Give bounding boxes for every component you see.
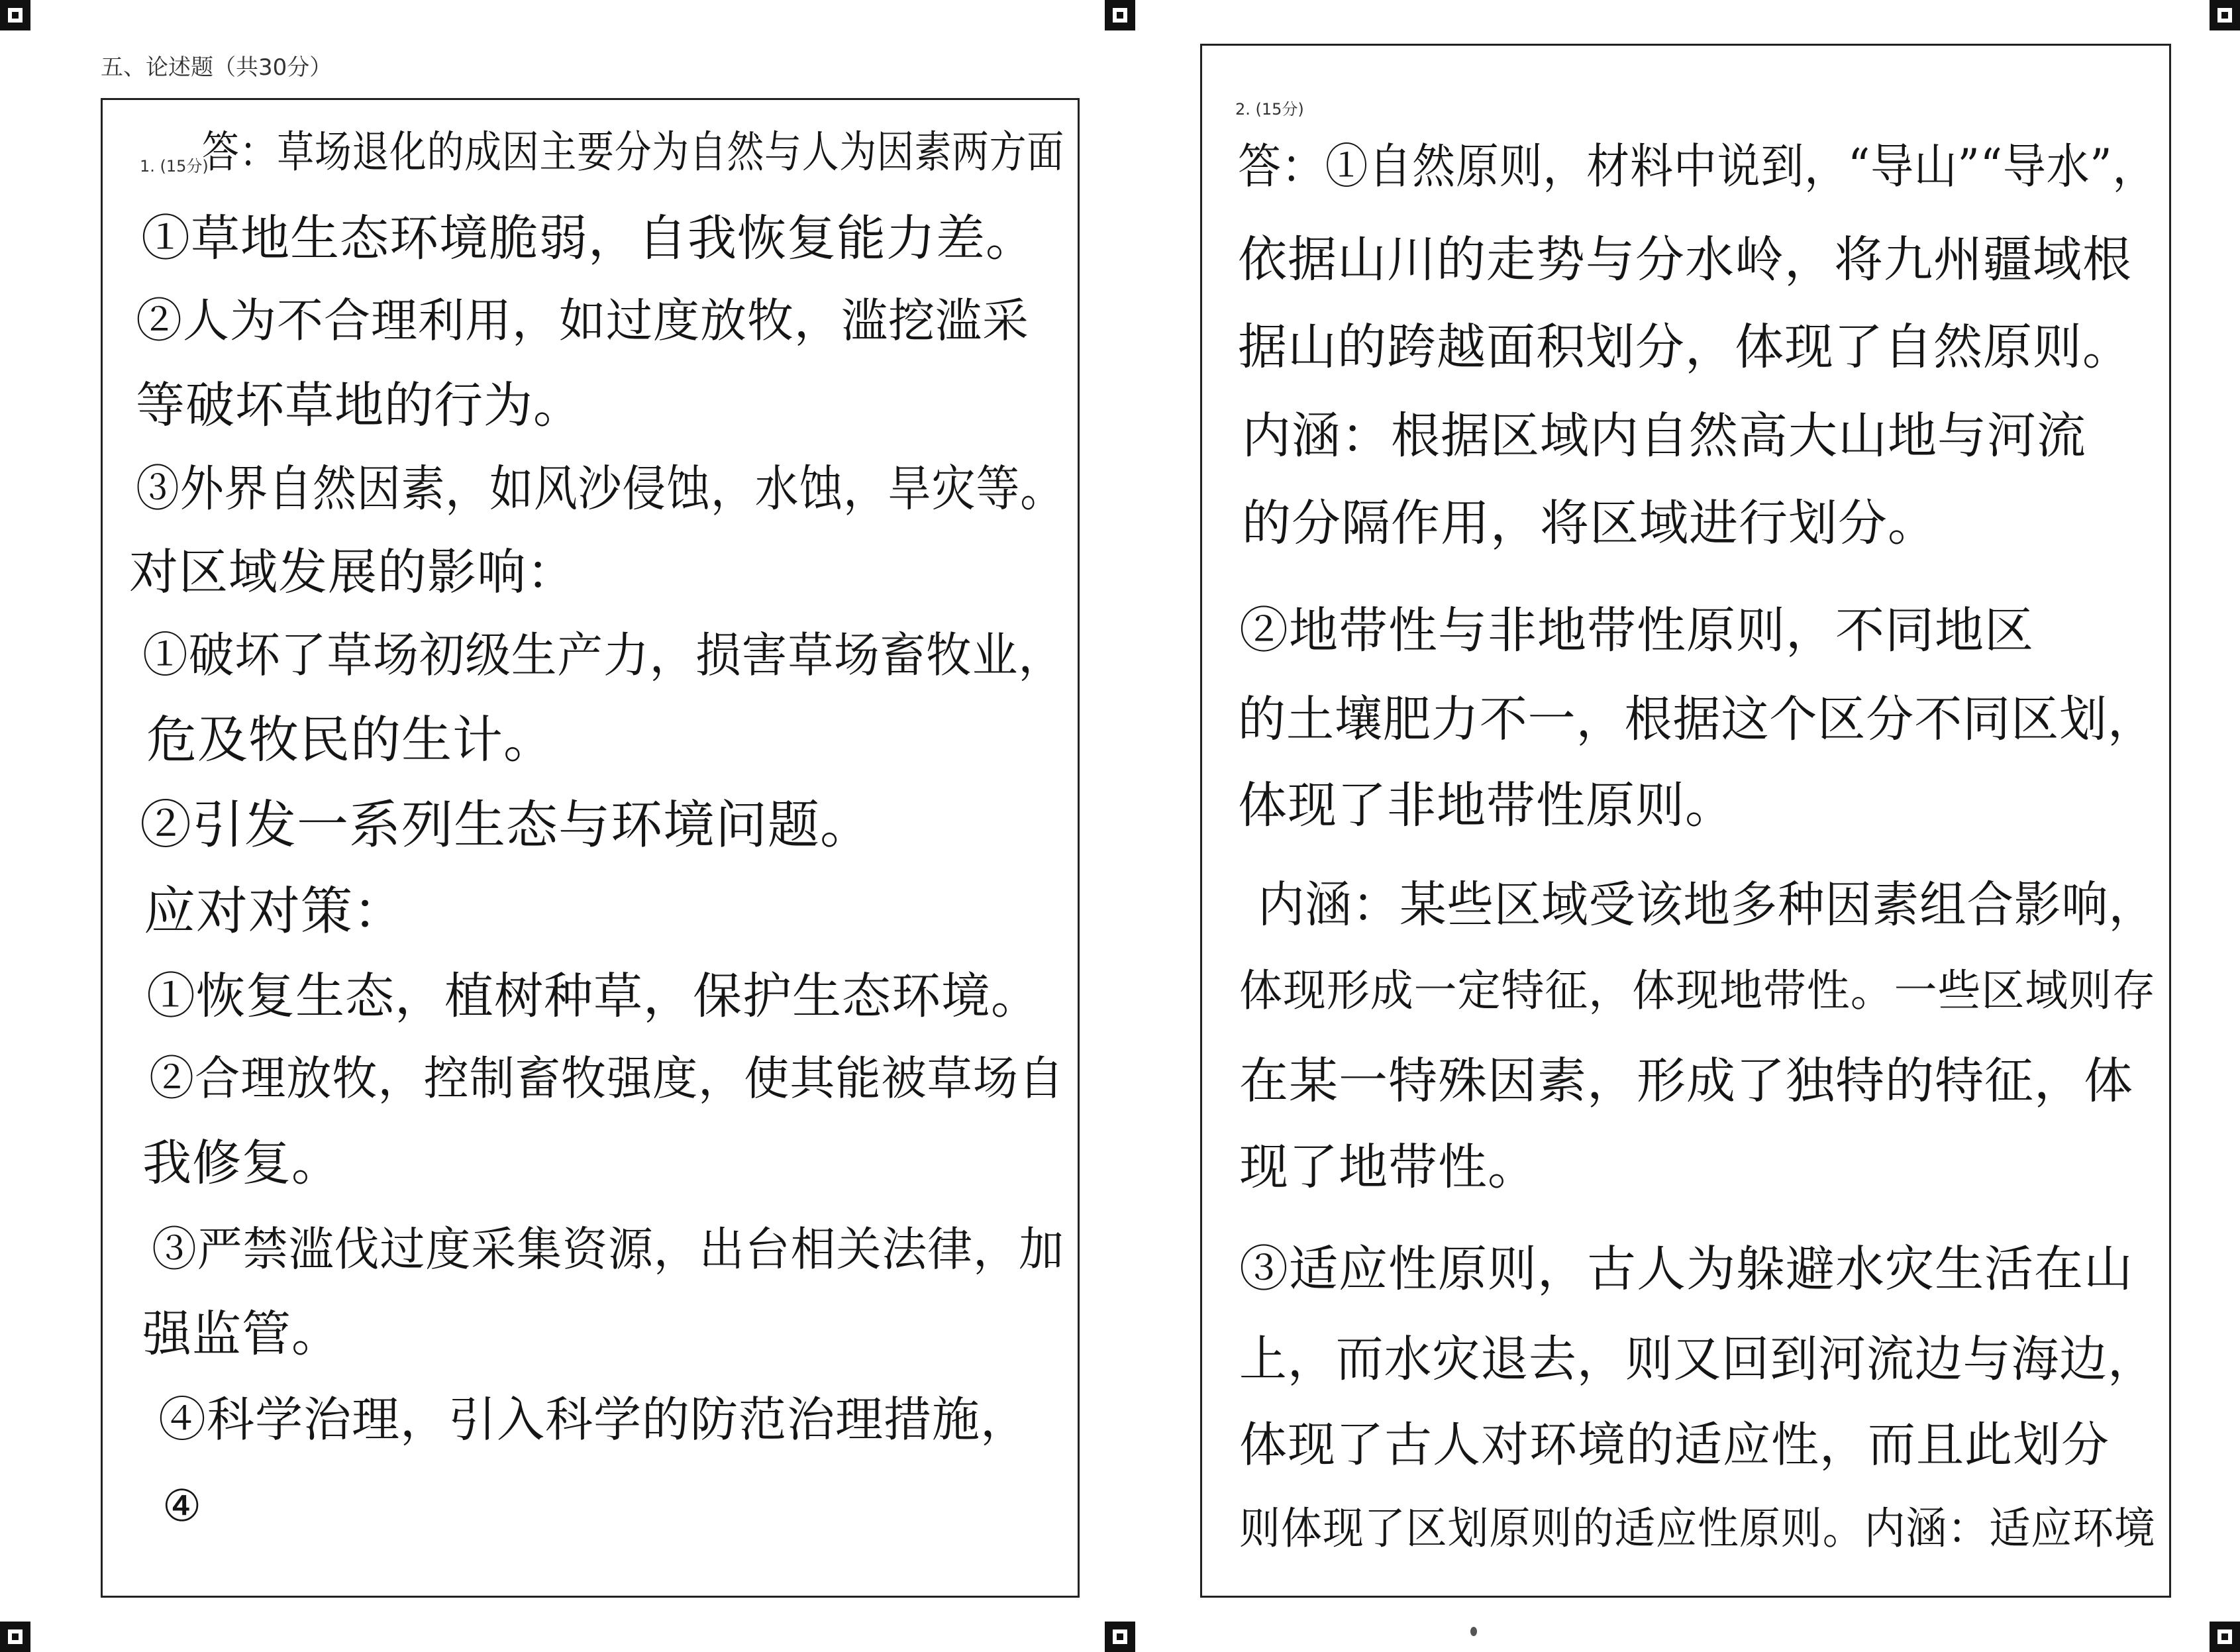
answer-sheet-question-1 [101, 98, 1080, 1598]
registration-marker-top-right [2210, 0, 2240, 30]
registration-marker-top-left [0, 0, 30, 30]
answer-2-line-16: 则体现了区划原则的适应性原则。内涵：适应环境 [1239, 1503, 2156, 1554]
answer-2-line-7: 的土壤肥力不一，根据这个区分不同区划， [1238, 691, 2156, 748]
answer-2-line-15: 体现了古人对环境的适应性，而且此划分 [1239, 1417, 2110, 1472]
answer-2-line-5: 的分隔作用，将区域进行划分。 [1242, 495, 1937, 552]
answer-2-line-12: 现了地带性。 [1239, 1139, 1537, 1196]
answer-2-line-4: 内涵：根据区域内自然高大山地与河流 [1242, 407, 2086, 464]
answer-2-line-13: ③适应性原则，古人为躲避水灾生活在山 [1239, 1241, 2133, 1298]
answer-1-line-8: 危及牧民的生计。 [146, 710, 554, 769]
registration-marker-bottom-center [1105, 1622, 1135, 1652]
answer-2-line-14: 上，而水灾退去，则又回到河流边与海边， [1239, 1331, 2156, 1388]
question-2-label: 2. (15分) [1235, 100, 1304, 119]
section-title: 五、论述题（共30分） [101, 54, 332, 81]
answer-2-line-1: 答：①自然原则，材料中说到，“导山”“导水”， [1238, 138, 2157, 194]
answer-1-line-15: 强监管。 [142, 1306, 341, 1363]
answer-sheet-question-2 [1200, 44, 2171, 1598]
answer-1-line-5: ③外界自然因素，如风沙侵蚀，水蚀，旱灾等。 [136, 460, 1065, 517]
answer-1-line-1: 答：草场退化的成因主要分为自然与人为因素两方面 [202, 127, 1064, 178]
answer-1-line-12: ②合理放牧，控制畜牧强度，使其能被草场自 [149, 1051, 1064, 1106]
registration-marker-bottom-left [0, 1622, 30, 1652]
answer-1-line-16: ④科学治理，引入科学的防范治理措施， [158, 1392, 1029, 1447]
answer-2-line-6: ②地带性与非地带性原则，不同地区 [1239, 602, 2034, 659]
answer-1-line-17: ④ [162, 1480, 203, 1531]
answer-1-line-6: 对区域发展的影响： [129, 544, 576, 601]
answer-1-line-14: ③严禁滥伐过度采集资源，出台相关法律，加 [152, 1222, 1064, 1276]
answer-1-line-2: ①草地生态环境脆弱，自我恢复能力差。 [141, 210, 1035, 267]
answer-2-line-10: 体现形成一定特征，体现地带性。一些区域则存 [1239, 965, 2157, 1016]
answer-1-line-9: ②引发一系列生态与环境问题。 [140, 796, 873, 855]
answer-1-line-13: 我修复。 [142, 1135, 341, 1192]
question-1-label: 1. (15分) [140, 157, 209, 176]
ink-smudge [1470, 1627, 1477, 1636]
answer-1-line-7: ①破坏了草场初级生产力，损害草场畜牧业， [142, 627, 1064, 683]
answer-2-line-3: 据山的跨越面积划分，体现了自然原则。 [1238, 319, 2132, 376]
registration-marker-bottom-right [2210, 1622, 2240, 1652]
answer-1-line-10: 应对对策： [144, 882, 406, 941]
registration-marker-top-center [1105, 0, 1135, 30]
answer-2-line-9: 内涵：某些区域受该地多种因素组合影响， [1258, 876, 2157, 933]
answer-2-line-2: 依据山川的走势与分水岭，将九州疆域根 [1238, 231, 2132, 288]
answer-2-line-8: 体现了非地带性原则。 [1238, 777, 1735, 834]
answer-1-line-11: ①恢复生态，植树种草，保护生态环境。 [146, 968, 1041, 1025]
answer-2-line-11: 在某一特殊因素，形成了独特的特征，体 [1239, 1053, 2133, 1110]
answer-1-line-4: 等破坏草地的行为。 [136, 377, 583, 434]
answer-1-line-3: ②人为不合理利用，如过度放牧，滥挖滥采 [136, 293, 1029, 348]
